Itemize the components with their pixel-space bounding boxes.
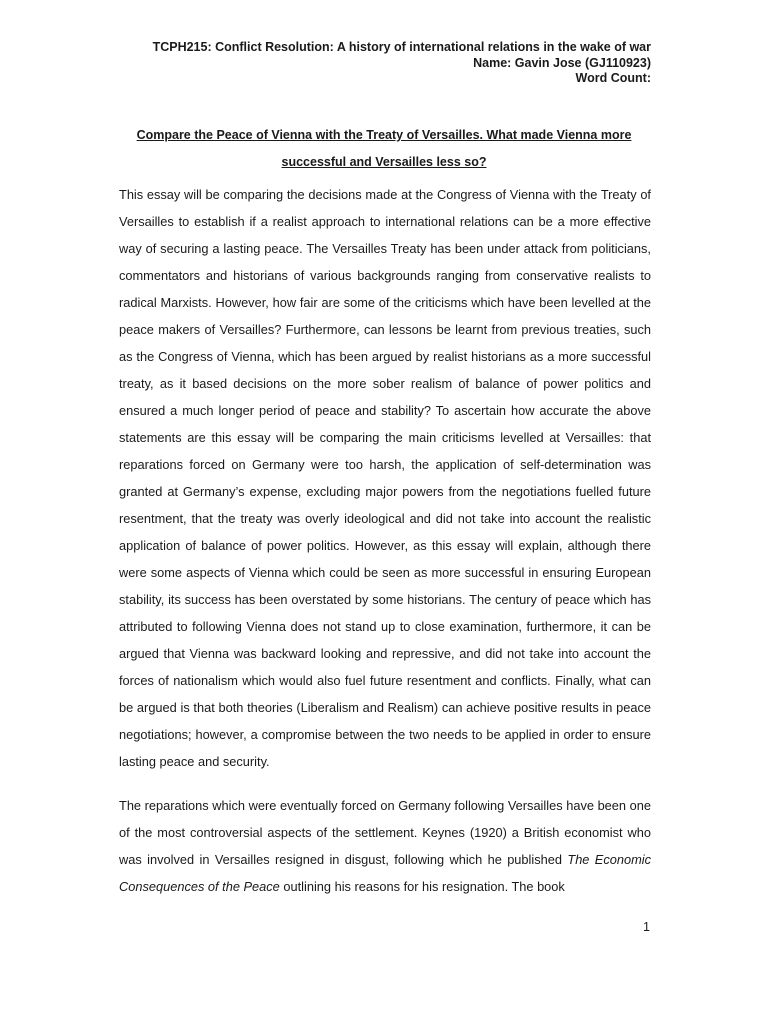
course-title: TCPH215: Conflict Resolution: A history of international relations in the wake of war: [152, 40, 651, 54]
essay-title: Compare the Peace of Vienna with the Treaty of Versailles. What made Vienna more successful and Versailles less so?: [136, 128, 632, 169]
book-title: The Economic Consequences of the Peace: [119, 852, 651, 894]
paragraph-2: [119, 792, 651, 900]
paragraph-2-start: The reparations which were eventually forced on Germany following Versailles have been one of the most controversial aspects of the settlement. Keynes (1920) a British economist who was involved in Versailles resigned in disgust, following which he published: [119, 798, 651, 867]
paragraph-1-text: This essay will be comparing the decisions made at the Congress of Vienna with the Treaty of Versailles to establish if a realist approach to international relations can be a more effective way of securing a lasting peace. The Versailles Treaty has been under attack from politicians, commentators and historians of various backgrounds ranging from conservative realists to radical Marxists. However, how fair are some of the criticisms which have been levelled at the peace makers of Versailles? Furthermore, can lessons be learnt from previous treaties, such as the Congress of Vienna, which has been argued by realist historians as a more successful treaty, as it based decisions on the more sober realism of balance of power politics and ensured a much longer period of peace and stability? To ascertain how accurate the above statements are this essay will be comparing the main criticisms levelled at Versailles: that reparations forced on Germany were too harsh, the application of self-determination was granted at Germany’s expense, excluding major powers from the negotiations fuelled future resentment, that the treaty was overly ideological and did not take into account the realistic application of balance of power politics. However, as this essay will explain, although there were some aspects of Vienna which could be seen as more successful in ensuring European stability, its success has been overstated by some historians. The century of peace which has attributed to following Vienna does not stand up to close examination, furthermore, it can be argued that Vienna was backward looking and repressive, and did not take into account the forces of nationalism which would also fuel future resentment and conflicts. Finally, what can be argued is that both theories (Liberalism and Realism) can achieve positive results in peace negotiations; however, a compromise between the two needs to be applied in order to ensure lasting peace and security.: [119, 187, 651, 769]
document-header: [153, 40, 651, 87]
page-number: 1: [643, 920, 650, 934]
student-name: Name: Gavin Jose (GJ110923): [473, 55, 651, 70]
paragraph-2-end: outlining his reasons for his resignation. The book: [279, 879, 565, 894]
paragraph-1: [119, 181, 651, 775]
word-count: Word Count:: [575, 71, 651, 85]
paragraph-2-text: [119, 792, 651, 900]
